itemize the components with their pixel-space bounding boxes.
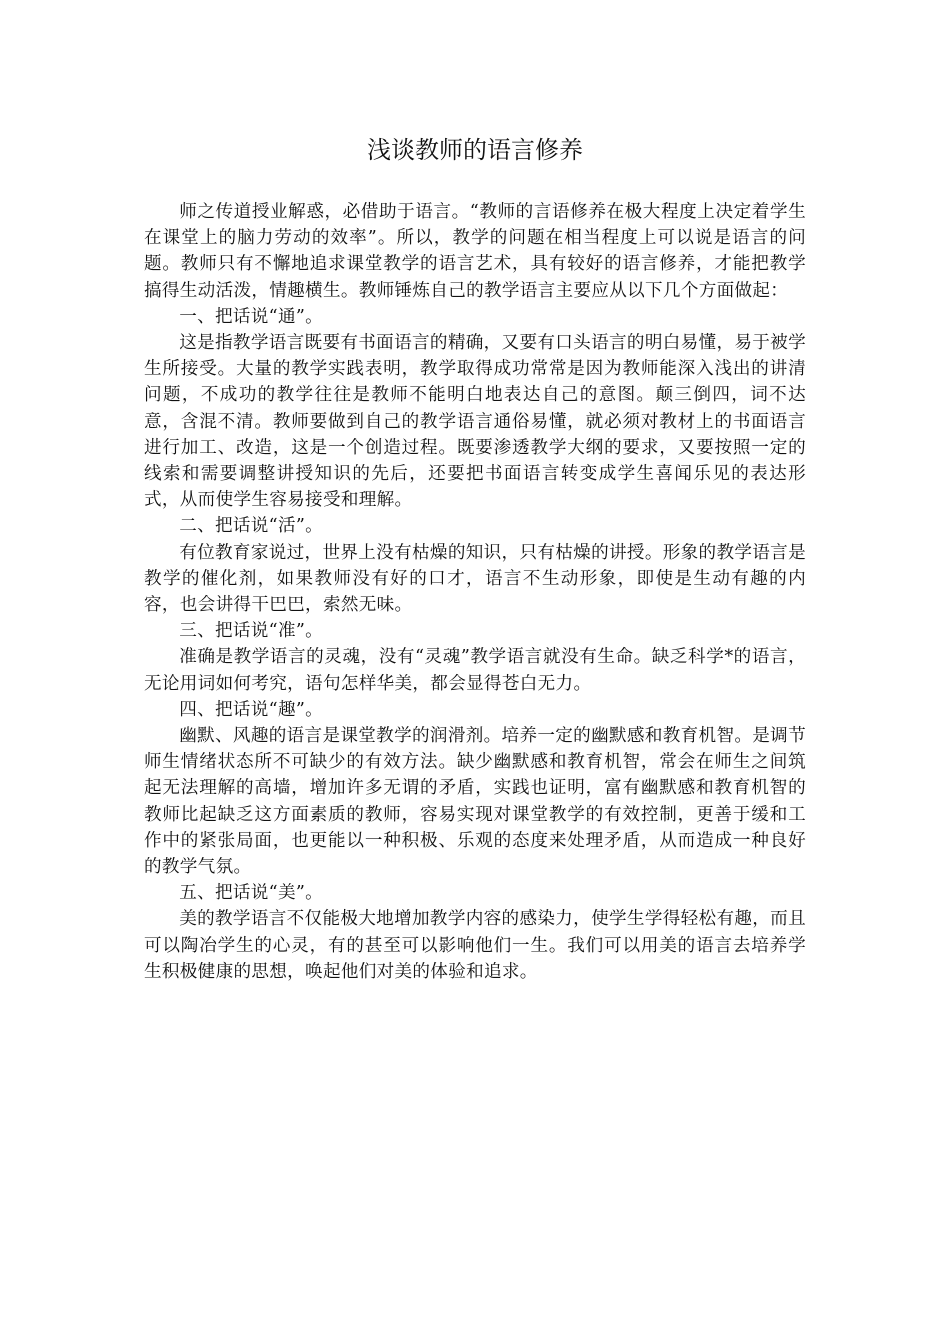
section-body-qu: 幽默、风趣的语言是课堂教学的润滑剂。培养一定的幽默感和教育机智。是调节师生情绪状态所不可缺少的有效方法。缺少幽默感和教育机智，常会在师生之间筑起无法理解的高墙，增加许多无谓的矛盾，实践也证明，富有幽默感和教育机智的教师比起缺乏这方面素质的教师，容易实现对课堂教学的有效控制，更善于缓和工作中的紧张局面，也更能以一种积极、乐观的态度来处理矛盾，从而造成一种良好的教学气氛。 xyxy=(144,726,806,878)
section-heading-qu: 四、把话说“趣”。 xyxy=(179,699,324,720)
intro-paragraph: 师之传道授业解惑，必借助于语言。“教师的言语修养在极大程度上决定着学生在课堂上的脑力劳动的效率”。所以，教学的问题在相当程度上可以说是语言的问题。教师只有不懈地追求课堂教学的语言艺术，具有较好的语言修养，才能把教学搞得生动活泼，情趣横生。教师锤炼自己的教学语言主要应从以下几个方面做起： xyxy=(144,202,806,301)
section-heading-huo: 二、把话说“活”。 xyxy=(179,516,324,537)
section-body-zhun: 准确是教学语言的灵魂，没有“灵魂”教学语言就没有生命。缺乏科学*的语言，无论用词如何考究，语句怎样华美，都会显得苍白无力。 xyxy=(144,647,806,694)
document-title: 浅谈教师的语言修养 xyxy=(367,136,583,164)
document-body xyxy=(144,199,806,985)
section-heading-mei: 五、把话说“美”。 xyxy=(179,883,324,904)
section-body-tong: 这是指教学语言既要有书面语言的精确，又要有口头语言的明白易懂，易于被学生所接受。大量的教学实践表明，教学取得成功常常是因为教师能深入浅出的讲清问题，不成功的教学往往是教师不能明白地表达自己的意图。颠三倒四，词不达意，含混不清。教师要做到自己的教学语言通俗易懂，就必须对教材上的书面语言进行加工、改造，这是一个创造过程。既要渗透教学大纲的要求，又要按照一定的线索和需要调整讲授知识的先后，还要把书面语言转变成学生喜闻乐见的表达形式，从而使学生容易接受和理解。 xyxy=(144,333,806,511)
section-body-mei: 美的教学语言不仅能极大地增加教学内容的感染力，使学生学得轻松有趣，而且可以陶冶学生的心灵，有的甚至可以影响他们一生。我们可以用美的语言去培养学生积极健康的思想，唤起他们对美的体验和追求。 xyxy=(144,909,806,982)
section-heading-tong: 一、把话说“通”。 xyxy=(179,306,324,327)
section-heading-zhun: 三、把话说“准”。 xyxy=(179,621,324,642)
section-body-huo: 有位教育家说过，世界上没有枯燥的知识，只有枯燥的讲授。形象的教学语言是教学的催化剂，如果教师没有好的口才，语言不生动形象，即使是生动有趣的内容，也会讲得干巴巴，索然无味。 xyxy=(144,542,806,616)
